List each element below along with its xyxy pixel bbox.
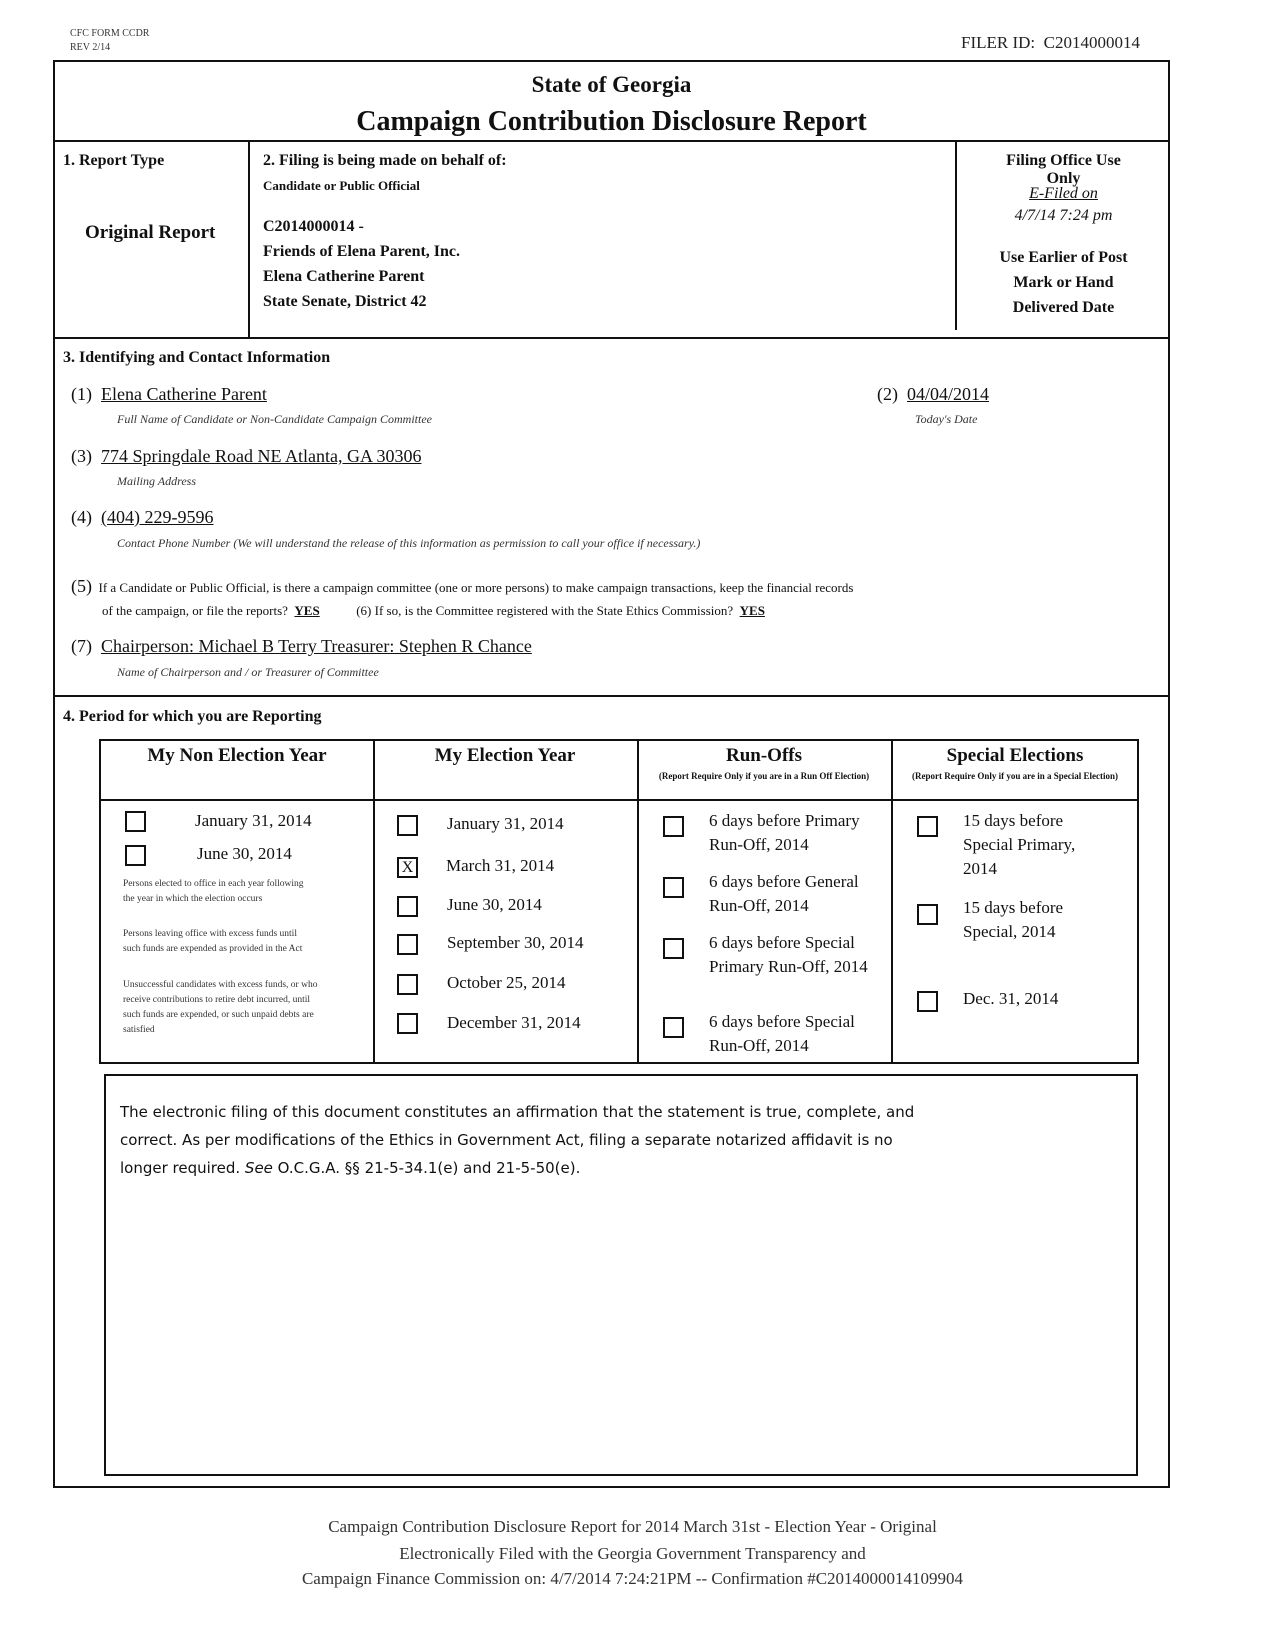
todays-date-caption: Today's Date: [915, 412, 978, 426]
filing-office-use: [957, 152, 1170, 320]
mailing-address-caption: Mailing Address: [117, 474, 197, 488]
q6-text: (6) If so, is the Committee registered with the State Ethics Commission?: [356, 603, 734, 618]
item-number: (2): [877, 384, 898, 404]
form-id: [70, 27, 149, 55]
see-reference: See: [244, 1159, 273, 1177]
option-label: December 31, 2014: [447, 1013, 581, 1032]
footer-line: Campaign Contribution Disclosure Report for 2014 March 31st - Election Year - Original: [328, 1517, 937, 1536]
divider: [373, 741, 375, 1062]
divider: [55, 140, 1168, 142]
report-form: [53, 60, 1170, 1488]
filing-office-note: Delivered Date: [1012, 299, 1115, 316]
option-label: 6 days before General Run-Off, 2014: [709, 872, 859, 915]
todays-date-row: [877, 384, 989, 405]
non-election-note: Unsuccessful candidates with excess funds, or who receive contributions to retire debt incurred, until such funds are expended, or such unpaid debts are satisfied: [123, 980, 318, 1035]
filer-id-label: FILER ID:: [961, 33, 1036, 52]
section3-label: 3. Identifying and Contact Information: [63, 349, 331, 366]
option-label: Dec. 31, 2014: [963, 989, 1059, 1008]
contact-phone: (404) 229-9596: [101, 507, 214, 527]
phone-row: [71, 507, 213, 528]
item-number: (4): [71, 507, 92, 527]
form-title: Campaign Contribution Disclosure Report: [356, 106, 867, 137]
affirmation-text: [120, 1098, 914, 1182]
affirmation-text-part: longer required.: [120, 1159, 245, 1177]
candidate-full-name: Elena Catherine Parent: [101, 384, 267, 404]
chairperson-treasurer: Chairperson: Michael B Terry Treasurer: Stephen R Chance: [101, 636, 532, 656]
column-heading-run-offs: Run-Offs: [725, 745, 802, 766]
report-type-value: Original Report: [85, 222, 216, 243]
divider: [55, 695, 1168, 697]
filer-id-line: C2014000014 -: [263, 218, 364, 235]
column-heading-non-election-year: My Non Election Year: [147, 745, 327, 766]
option-label: June 30, 2014: [447, 895, 542, 914]
footer-confirmation: Campaign Finance Commission on: 4/7/2014 7:24:21PM -- Confirmation #C2014000014109904: [301, 1569, 964, 1588]
item-number: (1): [71, 384, 92, 404]
option-label: January 31, 2014: [447, 814, 564, 833]
reporting-period-table: [99, 739, 1139, 1064]
checkbox-nonelection-jun30[interactable]: [125, 845, 146, 866]
run-offs-subheading: (Report Require Only if you are in a Run Off Election): [658, 771, 870, 781]
candidate-name-caption: Full Name of Candidate or Non-Candidate Campaign Committee: [117, 412, 432, 426]
chairperson-caption: Name of Chairperson and / or Treasurer of Committee: [117, 665, 379, 679]
filing-office-note: Mark or Hand: [1013, 274, 1114, 291]
divider: [55, 337, 1168, 339]
filer-id-value: C2014000014: [1043, 33, 1140, 52]
efiled-date: 4/7/14 7:24 pm: [1014, 207, 1113, 224]
divider: [248, 140, 250, 337]
filer-details: [263, 214, 460, 314]
candidate-full-name-row: [71, 384, 267, 405]
option-label: 6 days before Special Primary Run-Off, 2014: [709, 933, 868, 976]
efiled-label: E-Filed on: [1029, 185, 1098, 202]
filer-id: [961, 33, 1140, 53]
item-number: (3): [71, 446, 92, 466]
candidate-name: Elena Catherine Parent: [263, 268, 425, 285]
item-number: (7): [71, 636, 92, 656]
option-label: 6 days before Primary Run-Off, 2014: [709, 811, 860, 854]
checkbox-special-primary[interactable]: [917, 816, 938, 837]
option-label: September 30, 2014: [447, 933, 584, 952]
chairperson-row: [71, 636, 532, 657]
checkbox-runoff-general[interactable]: [663, 877, 684, 898]
committee-name: Friends of Elena Parent, Inc.: [263, 243, 461, 260]
column-heading-special-elections: Special Elections: [946, 745, 1084, 766]
item-number: (5): [71, 576, 92, 596]
office-sought: State Senate, District 42: [263, 293, 427, 310]
form-code: CFC FORM CCDR: [70, 28, 150, 39]
column-heading-election-year: My Election Year: [434, 745, 576, 766]
non-election-note: Persons leaving office with excess funds until such funds are expended as provided in the Act: [123, 929, 303, 954]
option-label: June 30, 2014: [197, 844, 292, 863]
q5-text: of the campaign, or file the reports?: [102, 603, 288, 618]
q6-answer: YES: [739, 603, 765, 618]
option-label: October 25, 2014: [447, 973, 566, 992]
statute-citation: O.C.G.A. §§ 21-5-34.1(e) and 21-5-50(e).: [272, 1159, 581, 1177]
checkbox-election-dec31[interactable]: [397, 1013, 418, 1034]
affirmation-line: The electronic filing of this document constitutes an affirmation that the statement is true, complete, and: [120, 1103, 915, 1121]
todays-date: 04/04/2014: [907, 384, 990, 404]
divider: [891, 741, 893, 1062]
committee-question: [71, 575, 853, 622]
option-label: January 31, 2014: [195, 811, 312, 830]
section4-label: 4. Period for which you are Reporting: [63, 708, 322, 725]
filing-office-note: Use Earlier of Post: [999, 249, 1128, 266]
checkbox-special-dec31[interactable]: [917, 991, 938, 1012]
mailing-address-row: [71, 446, 421, 467]
filing-office-only: Only: [1046, 170, 1081, 187]
divider: [637, 741, 639, 1062]
divider: [101, 799, 1137, 801]
footer-line: Electronically Filed with the Georgia Government Transparency and: [399, 1544, 866, 1563]
option-label: March 31, 2014: [446, 856, 555, 875]
checkbox-runoff-primary[interactable]: [663, 816, 684, 837]
checkbox-runoff-special[interactable]: [663, 1017, 684, 1038]
option-label: 6 days before Special Run-Off, 2014: [709, 1012, 855, 1055]
checkbox-election-oct25[interactable]: [397, 974, 418, 995]
affirmation-line: [120, 1154, 914, 1182]
phone-caption: Contact Phone Number (We will understand the release of this information as permission to call your office if necessary.): [117, 536, 701, 550]
affirmation-box: [104, 1074, 1138, 1476]
checkbox-election-sep30[interactable]: [397, 934, 418, 955]
form-title-state: State of Georgia: [531, 72, 692, 97]
filing-behalf-label: 2. Filing is being made on behalf of:: [263, 152, 507, 169]
q5-text: If a Candidate or Public Official, is there a campaign committee (one or more persons) to make campaign transactions, keep the financial records: [98, 580, 854, 595]
report-type-label: 1. Report Type: [63, 152, 165, 169]
checkbox-special[interactable]: [917, 904, 938, 925]
checkbox-election-mar31[interactable]: X: [397, 857, 418, 878]
filing-office-heading: Filing Office Use: [1006, 152, 1121, 169]
form-revision: REV 2/14: [70, 42, 111, 53]
mailing-address: 774 Springdale Road NE Atlanta, GA 30306: [101, 446, 422, 466]
checkbox-election-jan31[interactable]: [397, 815, 418, 836]
option-label: 15 days before Special, 2014: [963, 898, 1064, 941]
special-elections-subheading: (Report Require Only if you are in a Special Election): [912, 771, 1118, 781]
checkbox-runoff-special-primary[interactable]: [663, 938, 684, 959]
non-election-note: Persons elected to office in each year following the year in which the election occurs: [123, 879, 304, 904]
affirmation-line: correct. As per modifications of the Ethics in Government Act, filing a separate notarized affidavit is no: [120, 1131, 893, 1149]
checkbox-election-jun30[interactable]: [397, 896, 418, 917]
q5-answer: YES: [294, 603, 320, 618]
option-label: 15 days before Special Primary, 2014: [963, 811, 1076, 878]
checkbox-nonelection-jan31[interactable]: [125, 811, 146, 832]
filing-behalf-sublabel: Candidate or Public Official: [263, 178, 420, 193]
